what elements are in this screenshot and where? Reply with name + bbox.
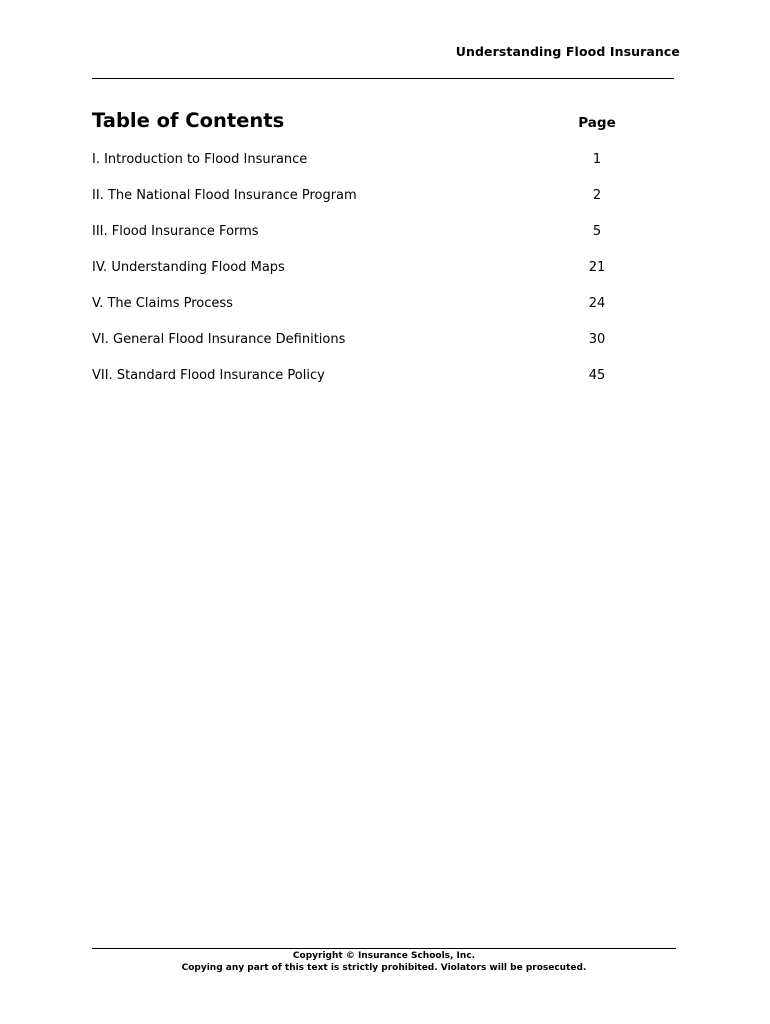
toc-entry-nfip xyxy=(92,186,634,222)
toc-entry-standard-policy xyxy=(92,366,634,402)
toc-page-column-heading: Page xyxy=(578,115,616,131)
toc-entry-flood-maps xyxy=(92,258,634,294)
toc-entry-page-number: 5 xyxy=(592,224,602,239)
toc-entry-definitions xyxy=(92,330,634,366)
toc-entry-page-number: 45 xyxy=(588,368,606,383)
toc-entry-claims-process xyxy=(92,294,634,330)
footer-copying-notice: Copying any part of this text is strictly prohibited. Violators will be prosecuted. xyxy=(181,963,587,973)
toc-entry-label: III. Flood Insurance Forms xyxy=(92,224,259,239)
toc-entry-page-number: 24 xyxy=(588,296,606,311)
toc-entry-label: VII. Standard Flood Insurance Policy xyxy=(92,368,325,383)
header-divider xyxy=(92,78,674,79)
toc-entry-page-number: 30 xyxy=(588,332,606,347)
toc-entry-forms xyxy=(92,222,634,258)
toc-list xyxy=(92,150,634,402)
toc-entry-label: VI. General Flood Insurance Definitions xyxy=(92,332,346,347)
toc-entry-page-number: 1 xyxy=(592,152,602,167)
toc-entry-page-number: 2 xyxy=(592,188,602,203)
toc-entry-page-number: 21 xyxy=(588,260,606,275)
toc-title: Table of Contents xyxy=(92,109,285,132)
toc-entry-introduction xyxy=(92,150,634,186)
footer-divider xyxy=(92,948,676,949)
toc-entry-label: IV. Understanding Flood Maps xyxy=(92,260,285,275)
footer-copyright: Copyright © Insurance Schools, Inc. xyxy=(292,951,476,961)
running-header: Understanding Flood Insurance xyxy=(455,44,680,59)
toc-entry-label: V. The Claims Process xyxy=(92,296,233,311)
toc-entry-label: I. Introduction to Flood Insurance xyxy=(92,152,308,167)
toc-entry-label: II. The National Flood Insurance Program xyxy=(92,188,357,203)
